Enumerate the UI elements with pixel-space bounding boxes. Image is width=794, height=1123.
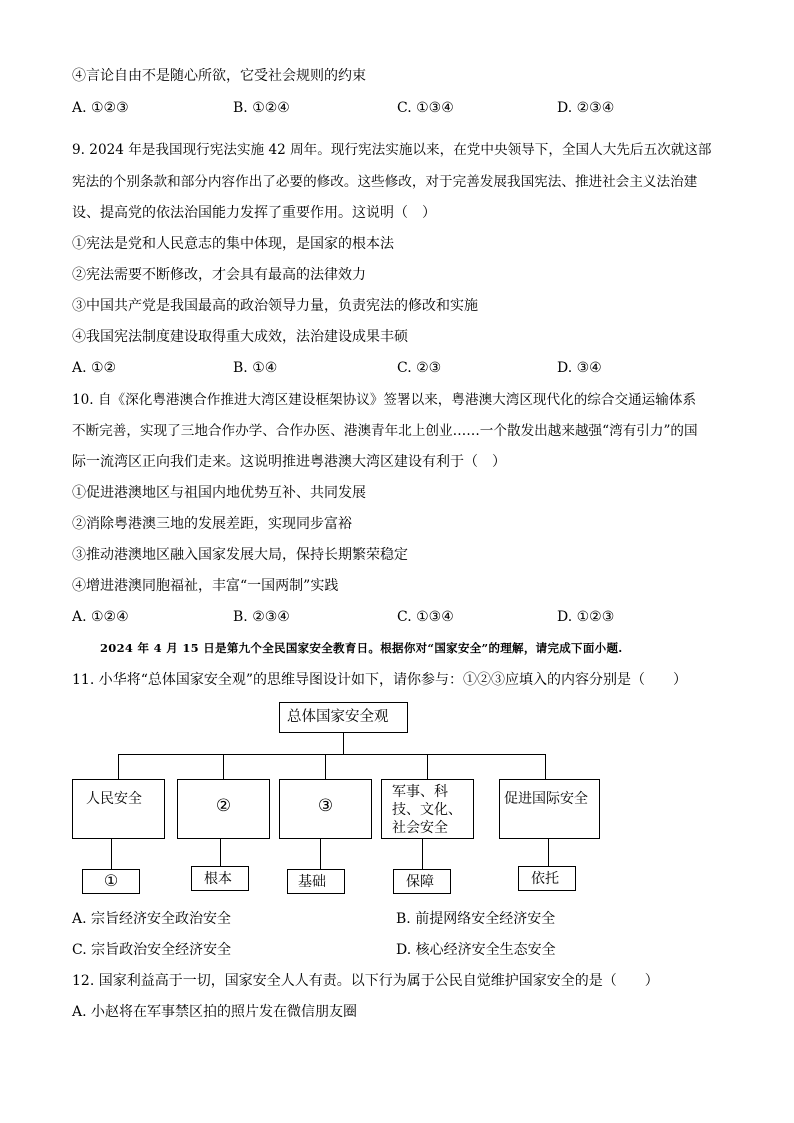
q10-stem-line-3: 际一流湾区正向我们走来。这说明推进粤港澳大湾区建设有利于（ ）	[72, 454, 506, 470]
q10-item-4: ④增进港澳同胞福祉，丰富“一国两制”实践	[72, 578, 339, 594]
connector-horizontal	[118, 754, 545, 755]
q8-option-b: B. ①②④	[233, 100, 290, 116]
leaf-box-blank-1: ①	[82, 869, 140, 894]
q8-option-c: C. ①③④	[397, 100, 454, 116]
q9-item-1: ①宪法是党和人民意志的集中体现，是国家的根本法	[72, 236, 394, 252]
connector-low-5	[548, 839, 549, 869]
q9-item-2: ②宪法需要不断修改，才会具有最高的法律效力	[72, 267, 366, 283]
connector-branch-3	[325, 754, 326, 779]
q11-option-a: A. 宗旨经济安全政治安全	[72, 911, 232, 927]
connector-low-4	[422, 839, 423, 869]
q9-stem-line-1: 9. 2024 年是我国现行宪法实施 42 周年。现行宪法实施以来，在党中央领导下，全国人大先后五次就这部	[72, 142, 712, 158]
section-notice: 2024 年 4 月 15 日是第九个全民国家安全教育日。根据你对“国家安全”的理解，请完成下面小题.	[100, 641, 623, 655]
mind-map-root: 总体国家安全观	[279, 702, 408, 733]
branch-box-international-security: 促进国际安全	[499, 779, 600, 839]
q9-stem-line-2: 宪法的个别条款和部分内容作出了必要的修改。这些修改，对于完善发展我国宪法、推进社会主义法治建	[72, 174, 698, 190]
q9-option-d: D. ③④	[557, 360, 602, 376]
q12-stem: 12. 国家利益高于一切，国家安全人人有责。以下行为属于公民自觉维护国家安全的是（ ）	[72, 973, 659, 989]
q8-item-4: ④言论自由不是随心所欲，它受社会规则的约束	[72, 68, 366, 84]
q10-stem-line-2: 不断完善，实现了三地合作办学、合作办医、港澳青年北上创业……一个散发出越来越强“湾有引力”的国	[72, 423, 698, 439]
branch-box-people-security: 人民安全	[72, 779, 165, 839]
q9-option-b: B. ①④	[233, 360, 278, 376]
q9-option-a: A. ①②	[72, 360, 117, 376]
leaf-box-support: 依托	[518, 866, 576, 891]
connector-low-3	[320, 839, 321, 869]
q10-option-a: A. ①②④	[72, 609, 129, 625]
q9-item-3: ③中国共产党是我国最高的政治领导力量，负责宪法的修改和实施	[72, 298, 478, 314]
connector-low-2	[220, 839, 221, 869]
q11-stem: 11. 小华将“总体国家安全观”的思维导图设计如下，请你参与：①②③应填入的内容分别是（ ）	[72, 672, 688, 688]
q10-option-b: B. ②③④	[233, 609, 290, 625]
q10-item-1: ①促进港澳地区与祖国内地优势互补、共同发展	[72, 485, 366, 501]
leaf-box-guarantee: 保障	[393, 869, 451, 894]
connector-branch-1	[118, 754, 119, 779]
q11-option-d: D. 核心经济安全生态安全	[396, 942, 556, 958]
connector-branch-4	[427, 754, 428, 779]
branch-box-military-tech-culture-social: 军事、科技、文化、社会安全	[381, 779, 474, 839]
connector-branch-5	[545, 754, 546, 779]
connector-branch-2	[223, 754, 224, 779]
q10-stem-line-1: 10. 自《深化粤港澳合作推进大湾区建设框架协议》签署以来，粤港澳大湾区现代化的综合交通运输体系	[72, 392, 697, 408]
connector-root-down	[343, 733, 344, 754]
leaf-box-fundamental: 根本	[191, 866, 249, 891]
q8-option-d: D. ②③④	[557, 100, 615, 116]
branch-box-blank-2: ②	[177, 779, 270, 839]
branch-box-blank-3: ③	[279, 779, 372, 839]
q10-option-c: C. ①③④	[397, 609, 454, 625]
connector-low-1	[111, 839, 112, 869]
q10-item-2: ②消除粤港澳三地的发展差距，实现同步富裕	[72, 516, 352, 532]
q8-option-a: A. ①②③	[72, 100, 129, 116]
q12-option-a: A. 小赵将在军事禁区拍的照片发在微信朋友圈	[72, 1004, 358, 1020]
q9-option-c: C. ②③	[397, 360, 442, 376]
q10-item-3: ③推动港澳地区融入国家发展大局，保持长期繁荣稳定	[72, 547, 408, 563]
q11-option-c: C. 宗旨政治安全经济安全	[72, 942, 232, 958]
q9-item-4: ④我国宪法制度建设取得重大成效，法治建设成果丰硕	[72, 329, 408, 345]
q10-option-d: D. ①②③	[557, 609, 615, 625]
leaf-box-foundation: 基础	[287, 869, 345, 894]
q11-option-b: B. 前提网络安全经济安全	[396, 911, 556, 927]
q9-stem-line-3: 设、提高党的依法治国能力发挥了重要作用。这说明（ ）	[72, 205, 436, 221]
